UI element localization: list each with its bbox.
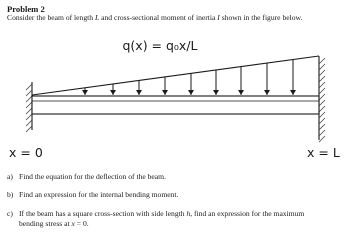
hatch-line [319,88,325,94]
statement-text: Consider the beam of length [7,13,95,22]
hatch-line [26,108,32,114]
question-text: Find an expression for the internal bending moment. [19,190,179,199]
load-top-line [32,56,319,95]
statement-text: and cross-sectional moment of inertia [99,13,218,22]
hatch-line [26,120,32,126]
left-wall-support [26,82,32,132]
beam [32,96,319,114]
left-end-label: x = 0 [9,145,43,160]
question-letter: c) [7,209,13,218]
question-letter: a) [7,172,13,181]
load-equation-label: q(x) = q₀x/L [122,38,198,53]
question-letter: b) [7,190,14,199]
hatch-line [319,58,325,64]
problem-title: Problem 2 [7,4,45,14]
question-text: Find the equation for the deflection of the beam. [19,172,166,181]
question-text: , find an expression for the maximum [190,209,305,218]
hatch-line [319,76,325,82]
question-a [7,172,345,182]
hatch-line [319,136,325,142]
question-c [7,209,345,228]
hatch-line [319,100,325,106]
statement-text: shown in the figure below. [219,13,303,22]
right-end-label: x = L [307,145,340,160]
hatch-line [26,114,32,120]
hatch-line [319,94,325,100]
distributed-load [32,56,319,95]
hatch-line [319,130,325,136]
question-text: If the beam has a square cross-section with side length [19,209,187,218]
hatch-line [26,96,32,102]
hatch-line [319,82,325,88]
right-wall-support [319,56,325,142]
hatch-line [26,90,32,96]
inertia-symbol: I [217,13,220,22]
hatch-line [26,126,32,132]
question-continuation: bending stress at x = 0. [19,218,89,228]
hatch-line [319,118,325,124]
hatch-line [319,112,325,118]
x-symbol: x [71,218,75,228]
question-b [7,190,345,200]
hatch-line [26,84,32,90]
hatch-line [26,102,32,108]
hatch-line [319,124,325,130]
hatch-line [319,106,325,112]
hatch-line [319,70,325,76]
hatch-line [319,64,325,70]
side-length-symbol: h [186,209,191,218]
length-symbol: L [94,13,100,22]
